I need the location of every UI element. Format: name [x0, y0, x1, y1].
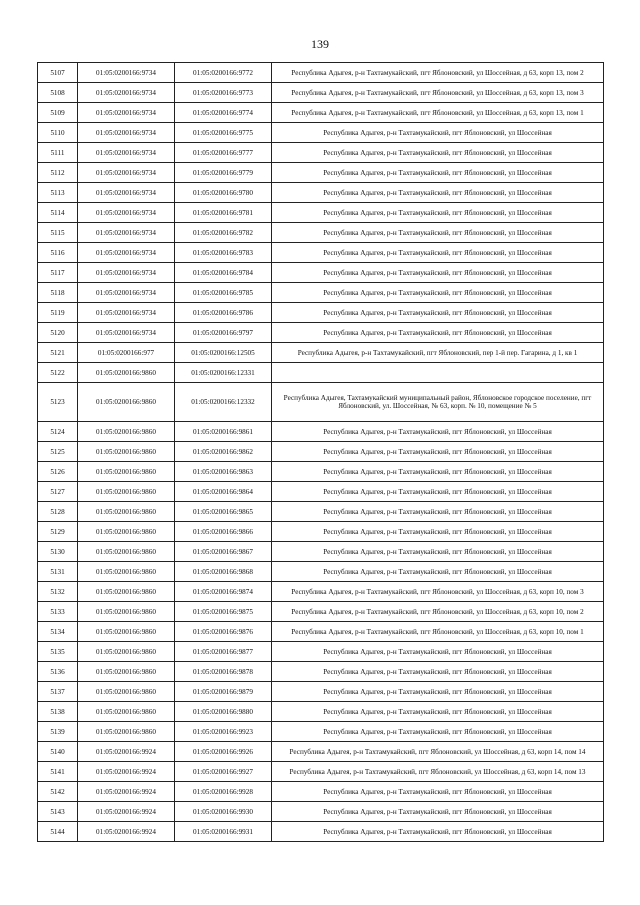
- address-cell: Республика Адыгея, р-н Тахтамукайский, пгт Яблоновский, ул Шоссейная: [272, 562, 604, 582]
- table-row: [38, 223, 604, 243]
- address-cell: Республика Адыгея, р-н Тахтамукайский, пгт Яблоновский, ул Шоссейная, д 63, корп 13, пом 1: [272, 103, 604, 123]
- cadastral-number-cell: 01:05:0200166:9772: [175, 63, 272, 83]
- row-number-cell: 5142: [38, 782, 78, 802]
- address-cell: Республика Адыгея, р-н Тахтамукайский, пгт Яблоновский, ул Шоссейная: [272, 542, 604, 562]
- address-cell: Республика Адыгея, р-н Тахтамукайский, пгт Яблоновский, ул Шоссейная: [272, 662, 604, 682]
- table-row: [38, 83, 604, 103]
- address-cell: Республика Адыгея, р-н Тахтамукайский, пгт Яблоновский, ул Шоссейная: [272, 263, 604, 283]
- address-cell: Республика Адыгея, р-н Тахтамукайский, пгт Яблоновский, ул Шоссейная: [272, 462, 604, 482]
- row-number-cell: 5134: [38, 622, 78, 642]
- cadastral-number-cell: 01:05:0200166:9928: [175, 782, 272, 802]
- table-row: [38, 642, 604, 662]
- address-cell: Республика Адыгея, р-н Тахтамукайский, пгт Яблоновский, ул Шоссейная, д 63, корп 13, пом 3: [272, 83, 604, 103]
- row-number-cell: 5117: [38, 263, 78, 283]
- table-row: [38, 243, 604, 263]
- parent-cadastral-number-cell: 01:05:0200166:9734: [78, 263, 175, 283]
- address-cell: Республика Адыгея, р-н Тахтамукайский, пгт Яблоновский, ул Шоссейная: [272, 163, 604, 183]
- table-row: [38, 383, 604, 422]
- page-number: 139: [311, 37, 329, 51]
- address-cell: Республика Адыгея, р-н Тахтамукайский, пгт Яблоновский, ул Шоссейная: [272, 143, 604, 163]
- row-number-cell: 5129: [38, 522, 78, 542]
- parent-cadastral-number-cell: 01:05:0200166:9860: [78, 582, 175, 602]
- address-cell: Республика Адыгея, р-н Тахтамукайский, пгт Яблоновский, ул Шоссейная, д 63, корп 10, пом 3: [272, 582, 604, 602]
- address-cell: Республика Адыгея, р-н Тахтамукайский, пгт Яблоновский, ул Шоссейная: [272, 502, 604, 522]
- row-number-cell: 5137: [38, 682, 78, 702]
- parent-cadastral-number-cell: 01:05:0200166:9860: [78, 562, 175, 582]
- row-number-cell: 5123: [38, 383, 78, 422]
- cadastral-number-cell: 01:05:0200166:9876: [175, 622, 272, 642]
- address-cell: Республика Адыгея, р-н Тахтамукайский, пгт Яблоновский, ул Шоссейная: [272, 123, 604, 143]
- table-row: [38, 822, 604, 842]
- address-cell: Республика Адыгея, р-н Тахтамукайский, пгт Яблоновский, ул Шоссейная, д 63, корп 10, пом 2: [272, 602, 604, 622]
- parent-cadastral-number-cell: 01:05:0200166:9860: [78, 422, 175, 442]
- parent-cadastral-number-cell: 01:05:0200166:9860: [78, 522, 175, 542]
- parent-cadastral-number-cell: 01:05:0200166:9924: [78, 802, 175, 822]
- parent-cadastral-number-cell: 01:05:0200166:9734: [78, 323, 175, 343]
- parent-cadastral-number-cell: 01:05:0200166:9860: [78, 442, 175, 462]
- cadastral-number-cell: 01:05:0200166:9773: [175, 83, 272, 103]
- parent-cadastral-number-cell: 01:05:0200166:9734: [78, 303, 175, 323]
- table-row: [38, 582, 604, 602]
- parent-cadastral-number-cell: 01:05:0200166:9860: [78, 383, 175, 422]
- address-cell: Республика Адыгея, р-н Тахтамукайский, пгт Яблоновский, ул Шоссейная, д 63, корп 10, пом 1: [272, 622, 604, 642]
- cadastral-number-cell: 01:05:0200166:9868: [175, 562, 272, 582]
- table-row: [38, 143, 604, 163]
- cadastral-number-cell: 01:05:0200166:9775: [175, 123, 272, 143]
- table-row: [38, 562, 604, 582]
- cadastral-number-cell: 01:05:0200166:9931: [175, 822, 272, 842]
- cadastral-number-cell: 01:05:0200166:9774: [175, 103, 272, 123]
- table-row: [38, 522, 604, 542]
- table-row: [38, 442, 604, 462]
- cadastral-number-cell: 01:05:0200166:9785: [175, 283, 272, 303]
- row-number-cell: 5140: [38, 742, 78, 762]
- row-number-cell: 5124: [38, 422, 78, 442]
- address-cell: Республика Адыгея, р-н Тахтамукайский, пгт Яблоновский, ул Шоссейная: [272, 243, 604, 263]
- table-row: [38, 622, 604, 642]
- address-cell: Республика Адыгея, р-н Тахтамукайский, пгт Яблоновский, ул Шоссейная: [272, 702, 604, 722]
- parent-cadastral-number-cell: 01:05:0200166:9734: [78, 103, 175, 123]
- row-number-cell: 5118: [38, 283, 78, 303]
- cadastral-number-cell: 01:05:0200166:9866: [175, 522, 272, 542]
- row-number-cell: 5108: [38, 83, 78, 103]
- row-number-cell: 5113: [38, 183, 78, 203]
- row-number-cell: 5116: [38, 243, 78, 263]
- address-cell: Республика Адыгея, р-н Тахтамукайский, пгт Яблоновский, ул Шоссейная: [272, 323, 604, 343]
- row-number-cell: 5141: [38, 762, 78, 782]
- address-cell: Республика Адыгея, р-н Тахтамукайский, пгт Яблоновский, ул Шоссейная: [272, 223, 604, 243]
- parent-cadastral-number-cell: 01:05:0200166:9734: [78, 63, 175, 83]
- row-number-cell: 5128: [38, 502, 78, 522]
- table-row: [38, 63, 604, 83]
- cadastral-number-cell: 01:05:0200166:9880: [175, 702, 272, 722]
- parent-cadastral-number-cell: 01:05:0200166:9734: [78, 283, 175, 303]
- cadastral-number-cell: 01:05:0200166:9867: [175, 542, 272, 562]
- parent-cadastral-number-cell: 01:05:0200166:9924: [78, 782, 175, 802]
- cadastral-number-cell: 01:05:0200166:12505: [175, 343, 272, 363]
- table-row: [38, 422, 604, 442]
- address-cell: Республика Адыгея, р-н Тахтамукайский, пгт Яблоновский, ул Шоссейная: [272, 283, 604, 303]
- parent-cadastral-number-cell: 01:05:0200166:9734: [78, 123, 175, 143]
- address-cell: Республика Адыгея, Тахтамукайский муниципальный район, Яблоновское городское поселение, пгт Яблоновский, ул. Шоссейная, № 63, корп. № 10, помещение № 5: [272, 383, 604, 422]
- cadastral-number-cell: 01:05:0200166:9797: [175, 323, 272, 343]
- address-cell: Республика Адыгея, р-н Тахтамукайский, пгт Яблоновский, ул Шоссейная: [272, 482, 604, 502]
- row-number-cell: 5139: [38, 722, 78, 742]
- table-row: [38, 283, 604, 303]
- address-cell: Республика Адыгея, р-н Тахтамукайский, пгт Яблоновский, ул Шоссейная: [272, 642, 604, 662]
- cadastral-number-cell: 01:05:0200166:9779: [175, 163, 272, 183]
- parent-cadastral-number-cell: 01:05:0200166:9734: [78, 163, 175, 183]
- table-row: [38, 722, 604, 742]
- parent-cadastral-number-cell: 01:05:0200166:9734: [78, 83, 175, 103]
- address-cell: Республика Адыгея, р-н Тахтамукайский, пгт Яблоновский, ул Шоссейная: [272, 442, 604, 462]
- cadastral-number-cell: 01:05:0200166:12332: [175, 383, 272, 422]
- cadastral-number-cell: 01:05:0200166:9863: [175, 462, 272, 482]
- row-number-cell: 5120: [38, 323, 78, 343]
- parent-cadastral-number-cell: 01:05:0200166:9924: [78, 762, 175, 782]
- parent-cadastral-number-cell: 01:05:0200166:9860: [78, 662, 175, 682]
- row-number-cell: 5125: [38, 442, 78, 462]
- parent-cadastral-number-cell: 01:05:0200166:9860: [78, 642, 175, 662]
- parent-cadastral-number-cell: 01:05:0200166:9860: [78, 602, 175, 622]
- address-cell: Республика Адыгея, р-н Тахтамукайский, пгт Яблоновский, ул Шоссейная: [272, 522, 604, 542]
- parent-cadastral-number-cell: 01:05:0200166:9734: [78, 143, 175, 163]
- parent-cadastral-number-cell: 01:05:0200166:977: [78, 343, 175, 363]
- registry-table: [37, 62, 604, 842]
- parent-cadastral-number-cell: 01:05:0200166:9860: [78, 722, 175, 742]
- table-row: [38, 482, 604, 502]
- address-cell: Республика Адыгея, р-н Тахтамукайский, пгт Яблоновский, ул Шоссейная, д 63, корп 14, пом 13: [272, 762, 604, 782]
- row-number-cell: 5138: [38, 702, 78, 722]
- parent-cadastral-number-cell: 01:05:0200166:9734: [78, 203, 175, 223]
- cadastral-number-cell: 01:05:0200166:9877: [175, 642, 272, 662]
- table-row: [38, 163, 604, 183]
- parent-cadastral-number-cell: 01:05:0200166:9734: [78, 243, 175, 263]
- row-number-cell: 5143: [38, 802, 78, 822]
- address-cell: Республика Адыгея, р-н Тахтамукайский, пгт Яблоновский, ул Шоссейная: [272, 422, 604, 442]
- cadastral-number-cell: 01:05:0200166:12331: [175, 363, 272, 383]
- table-row: [38, 702, 604, 722]
- cadastral-number-cell: 01:05:0200166:9861: [175, 422, 272, 442]
- cadastral-number-cell: 01:05:0200166:9879: [175, 682, 272, 702]
- parent-cadastral-number-cell: 01:05:0200166:9734: [78, 223, 175, 243]
- row-number-cell: 5127: [38, 482, 78, 502]
- cadastral-number-cell: 01:05:0200166:9864: [175, 482, 272, 502]
- table-row: [38, 742, 604, 762]
- parent-cadastral-number-cell: 01:05:0200166:9860: [78, 462, 175, 482]
- cadastral-number-cell: 01:05:0200166:9874: [175, 582, 272, 602]
- address-cell: Республика Адыгея, р-н Тахтамукайский, пгт Яблоновский, пер 1-й пер. Гагарина, д 1, кв 1: [272, 343, 604, 363]
- row-number-cell: 5107: [38, 63, 78, 83]
- cadastral-number-cell: 01:05:0200166:9782: [175, 223, 272, 243]
- address-cell: Республика Адыгея, р-н Тахтамукайский, пгт Яблоновский, ул Шоссейная: [272, 782, 604, 802]
- parent-cadastral-number-cell: 01:05:0200166:9860: [78, 682, 175, 702]
- cadastral-number-cell: 01:05:0200166:9780: [175, 183, 272, 203]
- address-cell: Республика Адыгея, р-н Тахтамукайский, пгт Яблоновский, ул Шоссейная: [272, 722, 604, 742]
- table-row: [38, 183, 604, 203]
- table-row: [38, 303, 604, 323]
- parent-cadastral-number-cell: 01:05:0200166:9860: [78, 482, 175, 502]
- address-cell: Республика Адыгея, р-н Тахтамукайский, пгт Яблоновский, ул Шоссейная: [272, 802, 604, 822]
- table-row: [38, 343, 604, 363]
- row-number-cell: 5121: [38, 343, 78, 363]
- table-row: [38, 462, 604, 482]
- cadastral-number-cell: 01:05:0200166:9927: [175, 762, 272, 782]
- cadastral-number-cell: 01:05:0200166:9926: [175, 742, 272, 762]
- table-row: [38, 203, 604, 223]
- cadastral-number-cell: 01:05:0200166:9930: [175, 802, 272, 822]
- row-number-cell: 5111: [38, 143, 78, 163]
- table-row: [38, 323, 604, 343]
- row-number-cell: 5115: [38, 223, 78, 243]
- row-number-cell: 5109: [38, 103, 78, 123]
- table-body: [38, 63, 604, 842]
- row-number-cell: 5126: [38, 462, 78, 482]
- parent-cadastral-number-cell: 01:05:0200166:9860: [78, 542, 175, 562]
- row-number-cell: 5136: [38, 662, 78, 682]
- cadastral-number-cell: 01:05:0200166:9777: [175, 143, 272, 163]
- cadastral-number-cell: 01:05:0200166:9862: [175, 442, 272, 462]
- cadastral-number-cell: 01:05:0200166:9784: [175, 263, 272, 283]
- address-cell: Республика Адыгея, р-н Тахтамукайский, пгт Яблоновский, ул Шоссейная: [272, 203, 604, 223]
- table-row: [38, 363, 604, 383]
- cadastral-number-cell: 01:05:0200166:9875: [175, 602, 272, 622]
- parent-cadastral-number-cell: 01:05:0200166:9860: [78, 502, 175, 522]
- address-cell: Республика Адыгея, р-н Тахтамукайский, пгт Яблоновский, ул Шоссейная: [272, 183, 604, 203]
- cadastral-number-cell: 01:05:0200166:9878: [175, 662, 272, 682]
- address-cell: Республика Адыгея, р-н Тахтамукайский, пгт Яблоновский, ул Шоссейная: [272, 303, 604, 323]
- cadastral-number-cell: 01:05:0200166:9923: [175, 722, 272, 742]
- row-number-cell: 5135: [38, 642, 78, 662]
- parent-cadastral-number-cell: 01:05:0200166:9734: [78, 183, 175, 203]
- row-number-cell: 5131: [38, 562, 78, 582]
- cadastral-number-cell: 01:05:0200166:9786: [175, 303, 272, 323]
- parent-cadastral-number-cell: 01:05:0200166:9924: [78, 742, 175, 762]
- parent-cadastral-number-cell: 01:05:0200166:9860: [78, 702, 175, 722]
- table-row: [38, 542, 604, 562]
- parent-cadastral-number-cell: 01:05:0200166:9860: [78, 363, 175, 383]
- address-cell: Республика Адыгея, р-н Тахтамукайский, пгт Яблоновский, ул Шоссейная: [272, 822, 604, 842]
- cadastral-number-cell: 01:05:0200166:9781: [175, 203, 272, 223]
- parent-cadastral-number-cell: 01:05:0200166:9860: [78, 622, 175, 642]
- table-row: [38, 682, 604, 702]
- row-number-cell: 5144: [38, 822, 78, 842]
- table-row: [38, 782, 604, 802]
- row-number-cell: 5112: [38, 163, 78, 183]
- row-number-cell: 5110: [38, 123, 78, 143]
- row-number-cell: 5114: [38, 203, 78, 223]
- row-number-cell: 5130: [38, 542, 78, 562]
- table-row: [38, 802, 604, 822]
- table-row: [38, 103, 604, 123]
- cadastral-number-cell: 01:05:0200166:9865: [175, 502, 272, 522]
- cadastral-number-cell: 01:05:0200166:9783: [175, 243, 272, 263]
- table-row: [38, 602, 604, 622]
- row-number-cell: 5119: [38, 303, 78, 323]
- row-number-cell: 5133: [38, 602, 78, 622]
- address-cell: Республика Адыгея, р-н Тахтамукайский, пгт Яблоновский, ул Шоссейная: [272, 682, 604, 702]
- parent-cadastral-number-cell: 01:05:0200166:9924: [78, 822, 175, 842]
- address-cell: Республика Адыгея, р-н Тахтамукайский, пгт Яблоновский, ул Шоссейная, д 63, корп 13, пом 2: [272, 63, 604, 83]
- row-number-cell: 5122: [38, 363, 78, 383]
- row-number-cell: 5132: [38, 582, 78, 602]
- table-row: [38, 123, 604, 143]
- table-row: [38, 662, 604, 682]
- table-row: [38, 263, 604, 283]
- address-cell: [272, 363, 604, 383]
- address-cell: Республика Адыгея, р-н Тахтамукайский, пгт Яблоновский, ул Шоссейная, д 63, корп 14, пом 14: [272, 742, 604, 762]
- table-row: [38, 762, 604, 782]
- table-row: [38, 502, 604, 522]
